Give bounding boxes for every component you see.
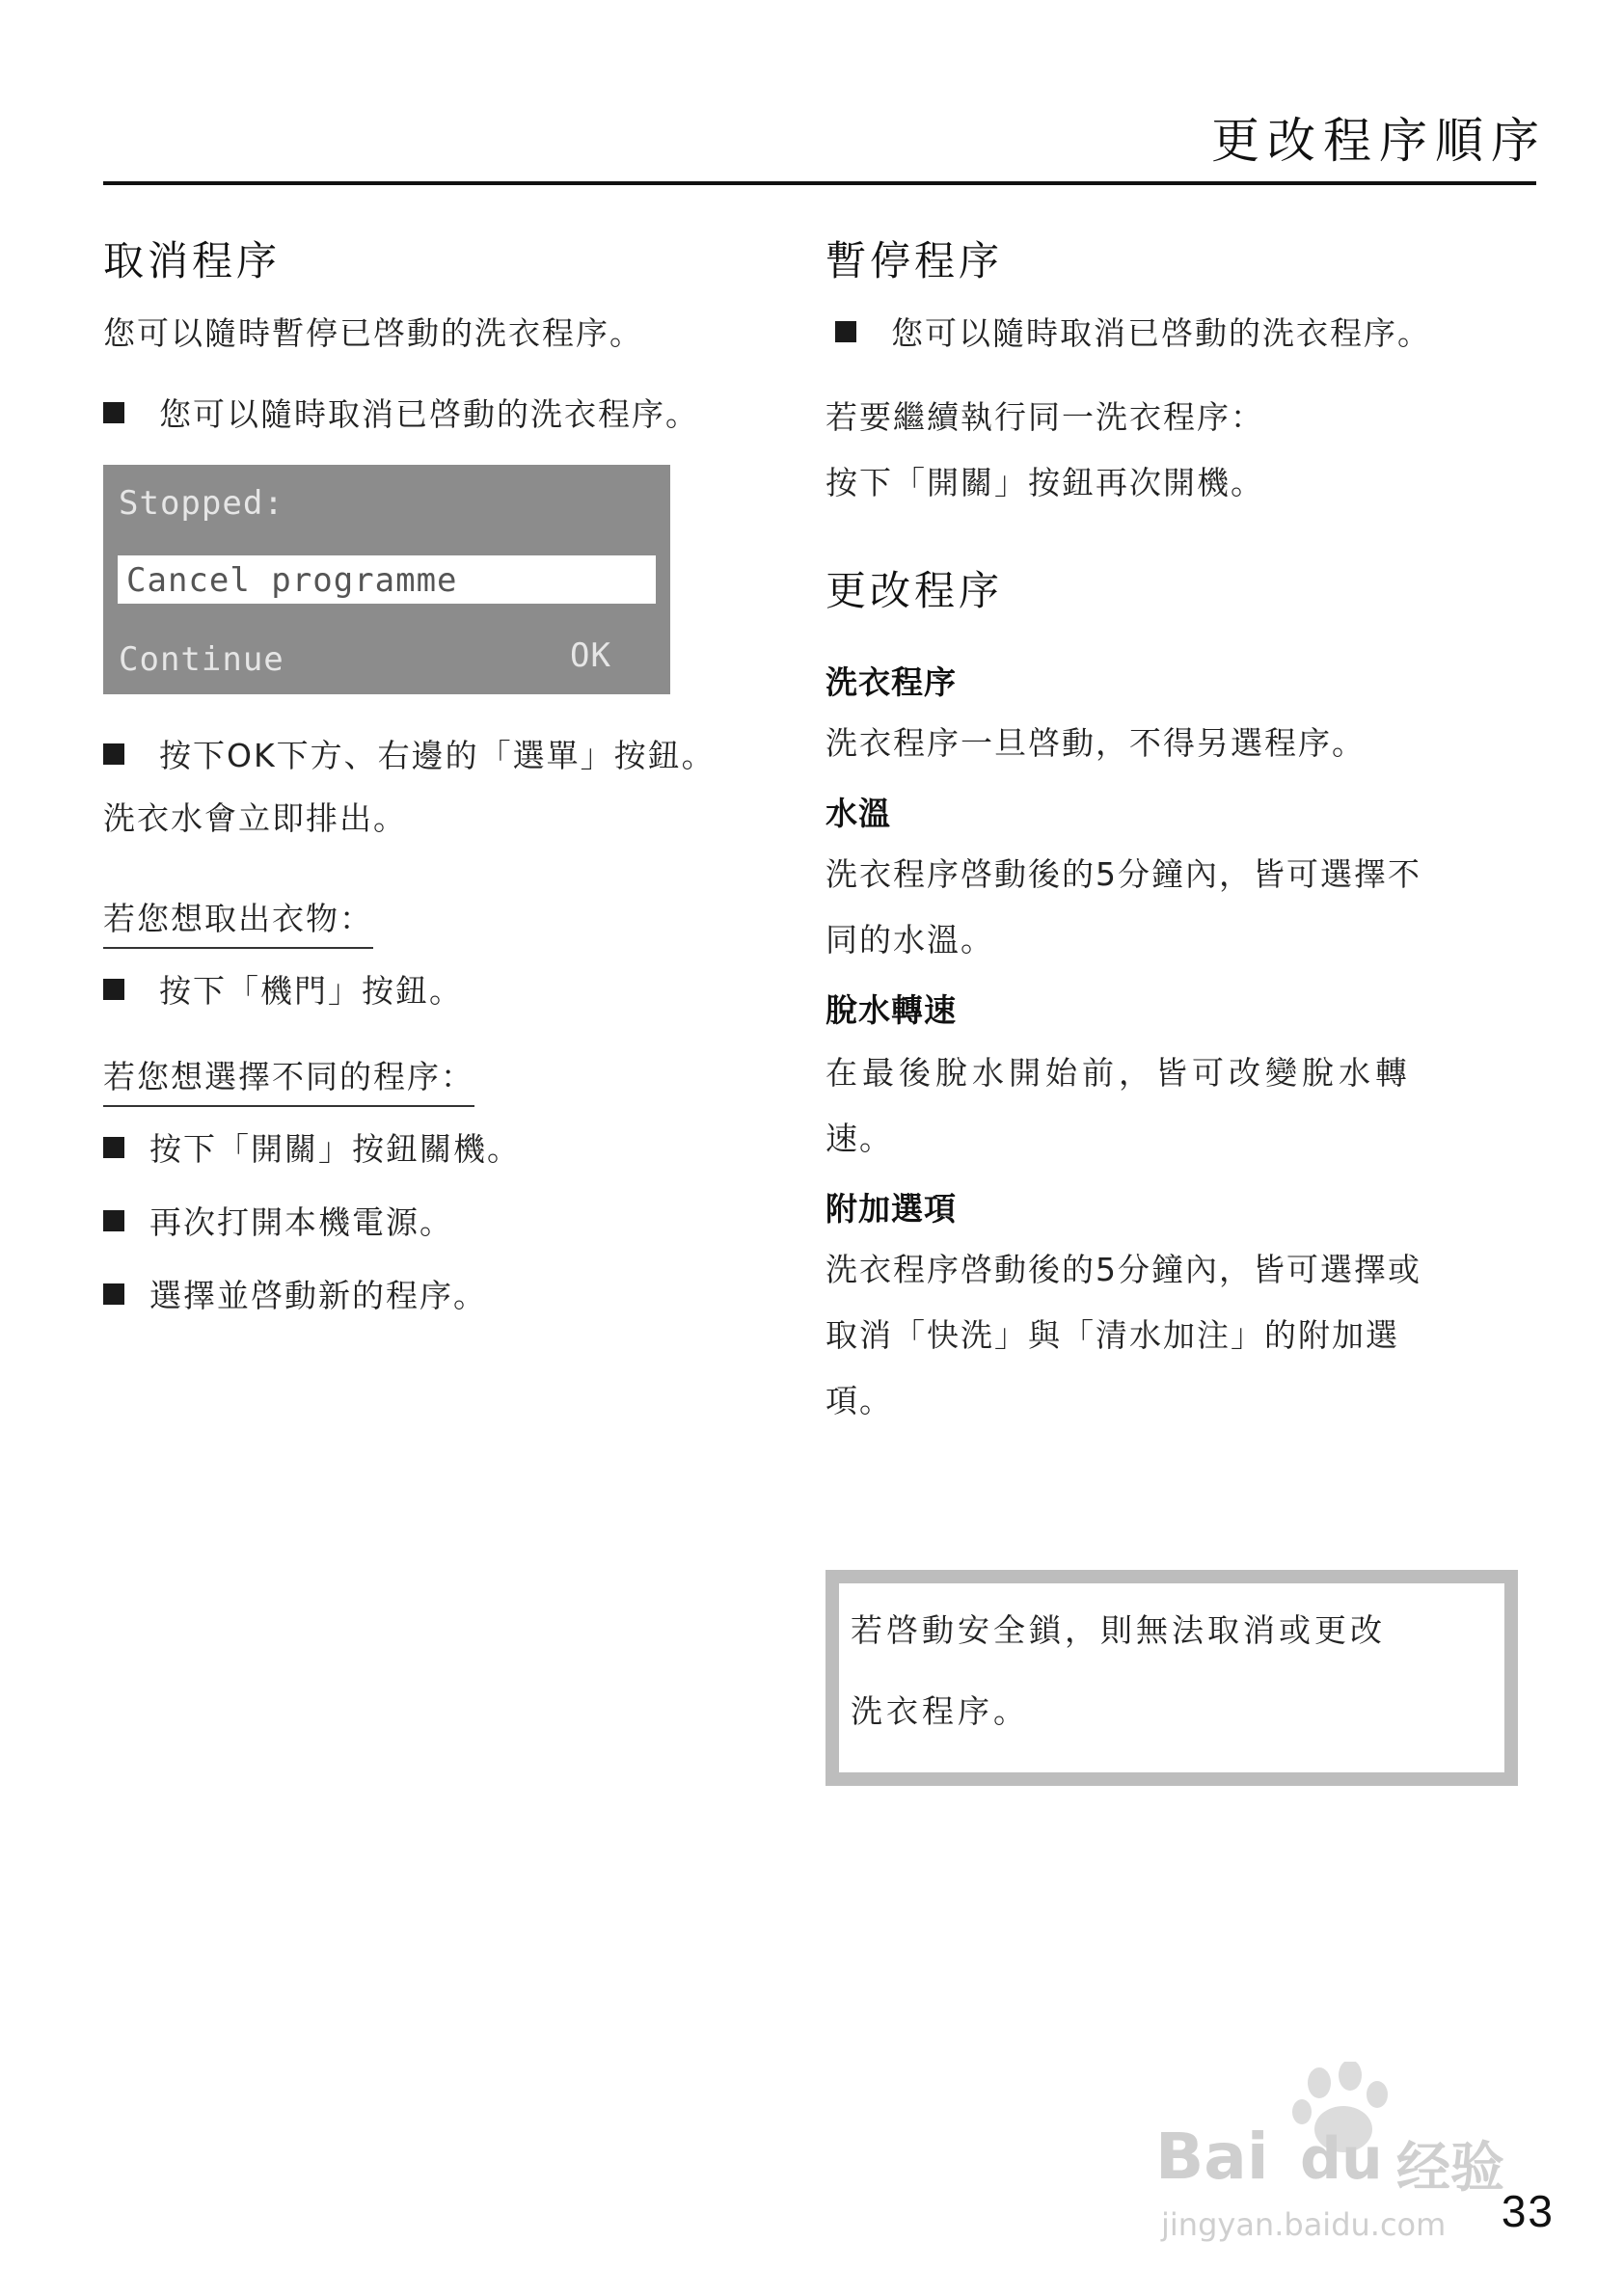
display-status-text: Stopped: bbox=[119, 484, 284, 523]
baidu-watermark bbox=[1155, 2062, 1560, 2255]
page-header-title: 更改程序順序 bbox=[1211, 113, 1547, 169]
cancel-intro-text: 您可以隨時暫停已啓動的洗衣程序。 bbox=[103, 314, 643, 352]
bullet-square-icon bbox=[103, 1210, 124, 1231]
remove-bullet-text: 按下「機門」按鈕。 bbox=[159, 972, 463, 1010]
pause-section-title: 暫停程序 bbox=[826, 237, 1004, 284]
continue-line-2: 按下「開關」按鈕再次開機。 bbox=[826, 464, 1264, 501]
watermark-brand: Bai bbox=[1155, 2120, 1269, 2194]
bullet-square-icon bbox=[103, 1283, 124, 1305]
header-rule bbox=[103, 181, 1536, 185]
watermark-brand-cn: 经验 bbox=[1396, 2137, 1504, 2200]
menu-bullet-text: 按下OK下方、右邊的「選單」按鈕。 bbox=[159, 737, 716, 774]
select-step-1 bbox=[103, 1124, 521, 1170]
temperature-line-1: 洗衣程序啓動後的5分鐘內，皆可選擇不 bbox=[826, 855, 1421, 893]
bullet-square-icon bbox=[103, 979, 124, 1000]
bullet-square-icon bbox=[835, 321, 856, 342]
select-programme-heading: 若您想選擇不同的程序： bbox=[103, 1055, 474, 1107]
page-number: 33 bbox=[1501, 2186, 1555, 2236]
note-line-1: 若啓動安全鎖，則無法取消或更改 bbox=[851, 1611, 1386, 1649]
change-section-title: 更改程序 bbox=[826, 567, 1004, 614]
bullet-square-icon bbox=[103, 743, 124, 765]
display-selected-option[interactable] bbox=[118, 555, 656, 604]
safety-lock-note bbox=[826, 1570, 1518, 1786]
note-line-2: 洗衣程序。 bbox=[851, 1692, 1029, 1730]
remove-bullet bbox=[103, 966, 463, 1012]
cancel-section-title: 取消程序 bbox=[103, 237, 282, 284]
watermark-brand-du: du bbox=[1300, 2125, 1383, 2193]
extra-options-line-2: 取消「快洗」與「清水加注」的附加選 bbox=[826, 1316, 1399, 1354]
continue-line-1: 若要繼續執行同一洗衣程序： bbox=[826, 398, 1264, 436]
cancel-bullet bbox=[103, 390, 699, 435]
remove-laundry-heading: 若您想取出衣物： bbox=[103, 897, 373, 949]
wash-programme-heading: 洗衣程序 bbox=[826, 663, 957, 701]
select-step-text: 選擇並啓動新的程序。 bbox=[149, 1277, 487, 1314]
bullet-square-icon bbox=[103, 402, 124, 423]
spin-speed-line-2: 速。 bbox=[826, 1120, 893, 1157]
bullet-square-icon bbox=[103, 1137, 124, 1158]
pause-bullet-text: 您可以隨時取消已啓動的洗衣程序。 bbox=[891, 314, 1431, 352]
select-step-3 bbox=[103, 1271, 487, 1316]
pause-bullet bbox=[835, 309, 1431, 354]
temperature-line-2: 同的水溫。 bbox=[826, 921, 994, 959]
extra-options-line-3: 項。 bbox=[826, 1382, 893, 1419]
extra-options-heading: 附加選項 bbox=[826, 1190, 957, 1228]
select-step-text: 按下「開關」按鈕關機。 bbox=[149, 1130, 521, 1168]
menu-bullet bbox=[103, 731, 716, 776]
select-step-text: 再次打開本機電源。 bbox=[149, 1203, 453, 1241]
watermark-url: jingyan.baidu.com bbox=[1161, 2206, 1447, 2243]
wash-programme-text: 洗衣程序一旦啓動，不得另選程序。 bbox=[826, 724, 1366, 762]
spin-speed-heading: 脫水轉速 bbox=[826, 991, 957, 1029]
select-step-2 bbox=[103, 1198, 453, 1243]
spin-speed-line-1: 在最後脫水開始前，皆可改變脫水轉 bbox=[826, 1054, 1412, 1092]
display-continue-option[interactable]: Continue bbox=[119, 640, 284, 679]
cancel-bullet-text: 您可以隨時取消已啓動的洗衣程序。 bbox=[159, 395, 699, 433]
display-selected-text: Cancel programme bbox=[126, 561, 458, 600]
machine-display bbox=[103, 465, 670, 694]
extra-options-line-1: 洗衣程序啓動後的5分鐘內，皆可選擇或 bbox=[826, 1251, 1421, 1288]
temperature-heading: 水溫 bbox=[826, 795, 891, 832]
drain-text: 洗衣水會立即排出。 bbox=[103, 799, 407, 837]
display-ok-label[interactable]: OK bbox=[570, 636, 611, 675]
